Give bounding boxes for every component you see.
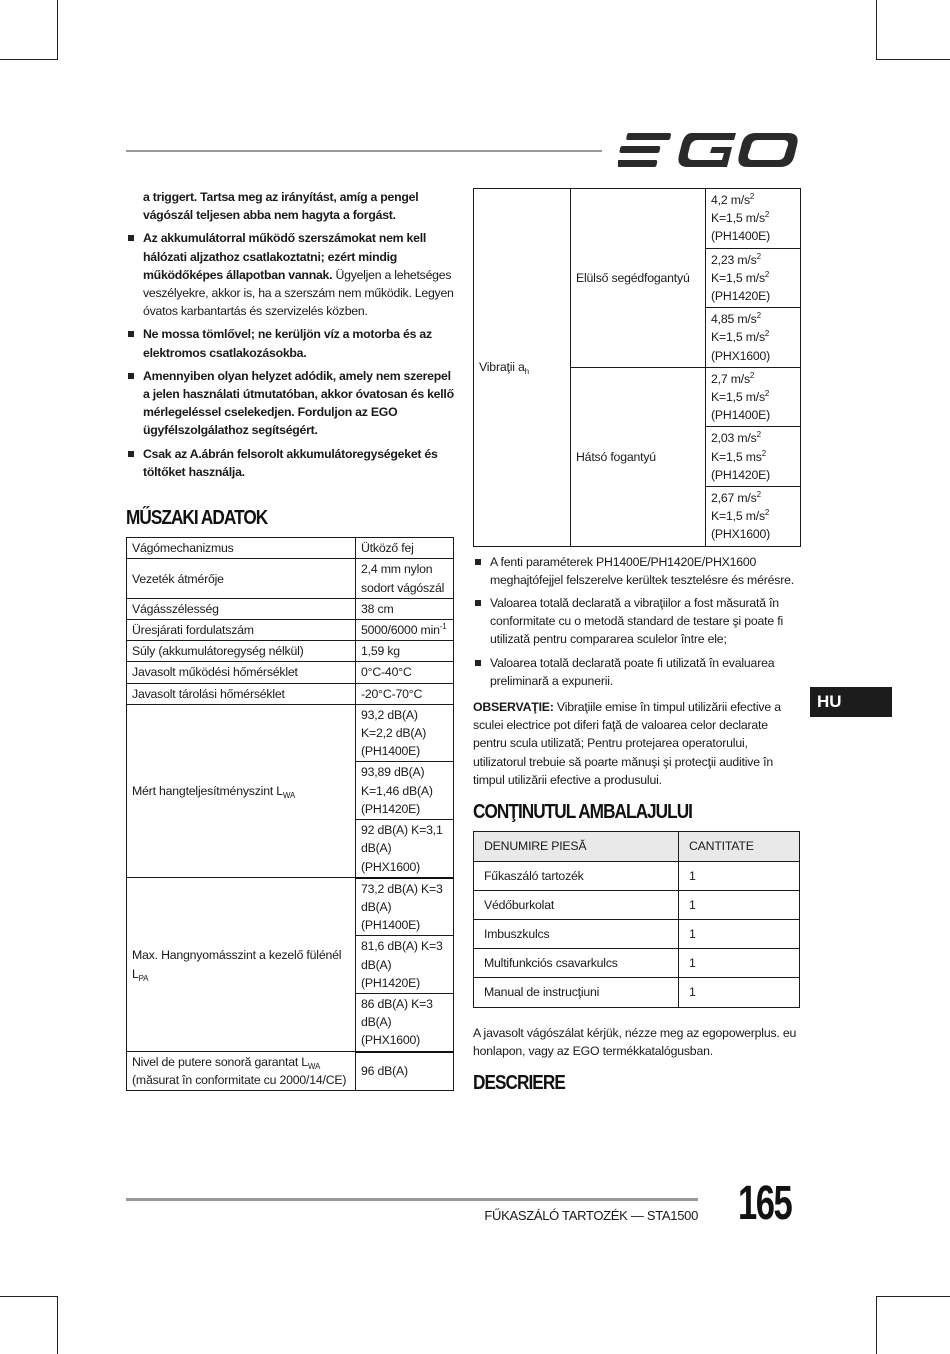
package-heading: CONŢINUTUL AMBALAJULUI — [473, 801, 693, 824]
table-row: 92 dB(A) K=3,1 dB(A) (PHX1600) — [127, 820, 454, 878]
crop-mark — [0, 1296, 58, 1297]
table-row: Fűkaszáló tartozék 1 — [474, 861, 800, 890]
vibration-table — [473, 188, 801, 547]
intro-continuation: a triggert. Tartsa meg az irányítást, amíg a pengel vágószál teljesen abba nem hagyta a forgást. — [143, 190, 419, 223]
vibration-label: Vibraţii $a_h$ — [474, 189, 571, 547]
crop-mark — [0, 59, 58, 60]
table-row: Imbuszkulcs 1 — [474, 919, 800, 948]
crop-mark — [876, 1296, 950, 1297]
ego-logo — [618, 130, 800, 170]
list-item: Az akkumulátorral működő szerszámokat nem kell hálózati aljzathoz csatlakoztatni; ezért mindig működőképes állapotban vannak. Ügyeljen a lehetséges veszélyekre, akkor is, ha a szerszám nem működik. Legyen óvatos karbantartás és szervizelés közben. — [126, 229, 454, 320]
package-table — [473, 831, 800, 1007]
table-row: Vibraţii $a_h$ Elülső segédfogantyú 4,2 $m/s^2$ K=1,5 $m/s^2$ (PH1400E) — [474, 189, 801, 249]
footer-title: FŰKASZÁLÓ TARTOZÉK — STA1500 — [484, 1208, 698, 1223]
crop-mark — [876, 1296, 877, 1354]
table-row: Hátsó fogantyú 2,7 $m/s^2$ K=1,5 $m/s^2$ (PH1400E) — [474, 367, 801, 427]
list-item: A fenti paraméterek PH1400E/PH1420E/PHX1600 meghajtófejjel felszerelve kerültek tesztelésre és mérésre. — [473, 553, 801, 589]
table-row: Mért hangteljesítményszint $L_{WA}$ 93,2 dB(A) K=2,2 dB(A) (PH1400E) — [127, 704, 454, 762]
table-row: Max. Hangnyomásszint a kezelő fülénél $L_{PA}$ 73,2 dB(A) K=3 dB(A) (PH1400E) — [127, 878, 454, 936]
table-row: 4,85 $m/s^2$ K=1,5 $m/s^2$ (PHX1600) — [474, 308, 801, 368]
table-row: Vágásszélesség 38 cm — [127, 598, 454, 619]
safety-bullets — [126, 229, 454, 481]
table-row: Vezeték átmérője 2,4 mm nylon sodort vágószál — [127, 559, 454, 598]
table-header-row: DENUMIRE PIESĂ CANTITATE — [474, 832, 800, 861]
crop-mark — [876, 0, 877, 60]
table-row: Védőburkolat 1 — [474, 890, 800, 919]
list-item: Amennyiben olyan helyzet adódik, amely nem szerepel a jelen használati útmutatóban, akkor óvatosan és kellő mérlegeléssel cselekedjen. Forduljon az EGO ügyfélszolgálathoz segítségért. — [126, 367, 454, 440]
table-row: 2,67 $m/s^2$ K=1,5 $m/s^2$ (PHX1600) — [474, 487, 801, 547]
table-row: Javasolt tárolási hőmérséklet -20°C-70°C — [127, 683, 454, 704]
table-row: Nivel de putere sonoră garantat $L_{WA}$ (măsurat în conformitate cu 2000/14/CE) 96 dB(A) — [127, 1052, 454, 1091]
lpa-label: Max. Hangnyomásszint a kezelő fülénél $L_{PA}$ — [127, 878, 356, 1052]
crop-mark — [876, 59, 950, 60]
footer-rule — [126, 1198, 698, 1201]
list-item: Ne mossa tömlővel; ne kerüljön víz a motorba és az elektromos csatlakozásokba. — [126, 325, 454, 361]
table-row: Súly (akkumulátoregység nélkül) 1,59 kg — [127, 641, 454, 662]
table-row: Multifunkciós csavarkulcs 1 — [474, 949, 800, 978]
list-item: Valoarea totală declarată a vibraţiilor a fost măsurată în conformitate cu o metodă standard de testare şi poate fi utilizată pentru compararea sculelor între ele; — [473, 594, 801, 649]
description-heading: DESCRIERE — [473, 1071, 565, 1094]
guaranteed-label: Nivel de putere sonoră garantat $L_{WA}$ (măsurat în conformitate cu 2000/14/CE) — [127, 1052, 356, 1091]
table-row: 2,03 $m/s^2$ K=1,5 $ms^2$ (PH1420E) — [474, 427, 801, 487]
crop-mark — [57, 0, 58, 60]
table-row: Vágómechanizmus Ütköző fej — [127, 538, 454, 559]
table-row: Javasolt működési hőmérséklet 0°C-40°C — [127, 662, 454, 683]
language-tab: HU — [810, 687, 892, 717]
table-row: Manual de instrucţiuni 1 — [474, 978, 800, 1007]
list-item: Valoarea totală declarată poate fi utilizată în evaluarea preliminară a expunerii. — [473, 654, 801, 690]
observation-text: OBSERVAŢIE: Vibraţiile emise în timpul utilizării efective a sculei electrice pot diferi faţă de valoarea celor declarate pentru scula utilizată; Pentru protejarea operatorului, utilizatorul trebuie să poarte mănuşi şi protecţii auditive în timpul utilizării efective a produsului. — [473, 700, 781, 787]
suggestion-text: A javasolt vágószálat kérjük, nézze meg az egopowerplus. eu honlapon, vagy az EGO termékkatalógusban. — [473, 1025, 797, 1058]
table-row: 81,6 dB(A) K=3 dB(A) (PH1420E) — [127, 936, 454, 994]
table-row: Üresjárati fordulatszám 5000/6000 $\min^{-1}$ — [127, 620, 454, 641]
header-rule — [126, 150, 602, 152]
lwa-label: Mért hangteljesítményszint $L_{WA}$ — [127, 704, 356, 877]
table-row: 86 dB(A) K=3 dB(A) (PHX1600) — [127, 993, 454, 1051]
spec-table — [126, 537, 454, 1091]
right-column — [473, 188, 801, 1092]
table-row: 93,89 dB(A) K=1,46 dB(A) (PH1420E) — [127, 762, 454, 820]
spec-heading: MŰSZAKI ADATOK — [126, 507, 268, 530]
crop-mark — [57, 1296, 58, 1354]
table-row: 2,23 $m/s^2$ K=1,5 $m/s^2$ (PH1420E) — [474, 248, 801, 308]
list-item: Csak az A.ábrán felsorolt akkumulátoregységeket és töltőket használja. — [126, 445, 454, 481]
left-column — [126, 188, 454, 1091]
page-number: 165 — [738, 1177, 792, 1230]
vibration-notes — [473, 553, 801, 690]
